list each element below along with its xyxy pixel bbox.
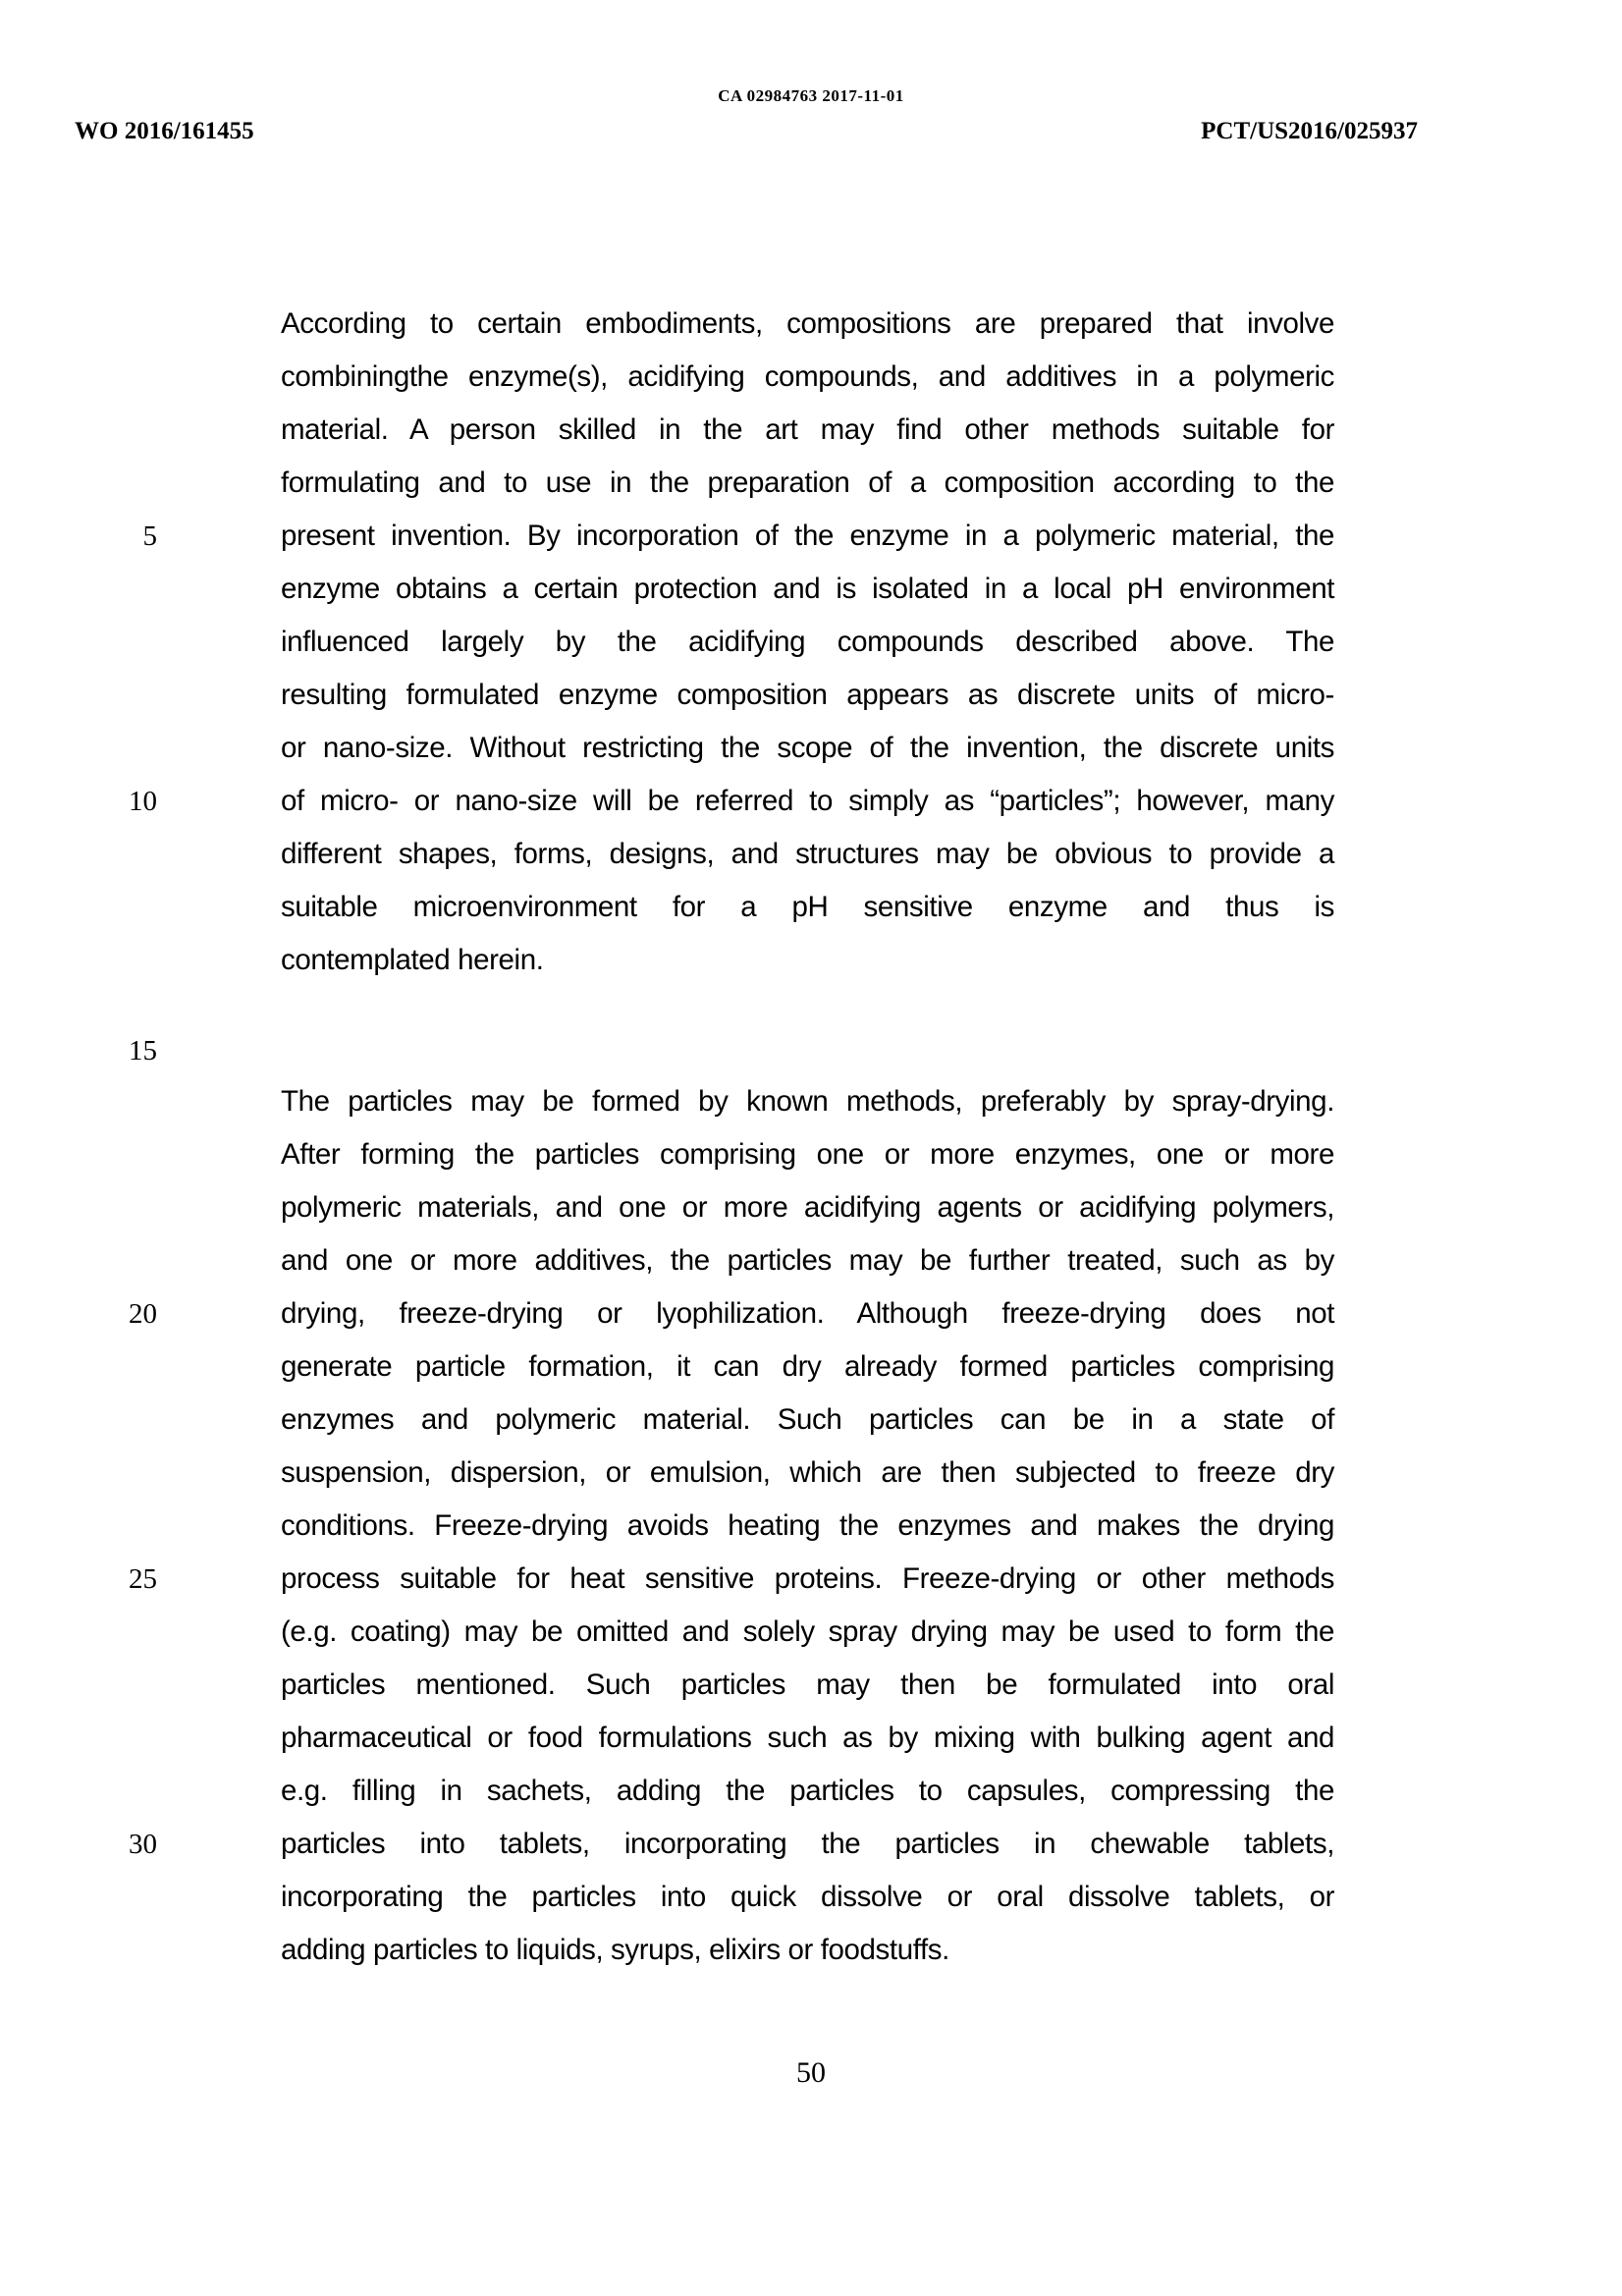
text-line: suspension, dispersion, or emulsion, which are then subjected to freeze dry	[281, 1456, 1334, 1489]
text-line: drying, freeze-drying or lyophilization. Although freeze-drying does not	[281, 1297, 1334, 1330]
text-line: generate particle formation, it can dry already formed particles comprising	[281, 1350, 1334, 1383]
line-number: 25	[129, 1563, 157, 1595]
line-number: 15	[129, 1035, 157, 1066]
text-line: e.g. filling in sachets, adding the particles to capsules, compressing the	[281, 1775, 1334, 1807]
text-line: After forming the particles comprising one or more enzymes, one or more	[281, 1138, 1334, 1171]
text-line: contemplated herein.	[281, 944, 544, 976]
text-line: different shapes, forms, designs, and structures may be obvious to provide a	[281, 838, 1334, 870]
text-line: or nano-size. Without restricting the scope of the invention, the discrete units	[281, 732, 1334, 764]
text-line: particles mentioned. Such particles may then be formulated into oral	[281, 1668, 1334, 1701]
text-line: of micro- or nano-size will be referred to simply as “particles”; however, many	[281, 785, 1334, 817]
line-number: 5	[142, 520, 157, 552]
text-line: The particles may be formed by known methods, preferably by spray-drying.	[281, 1085, 1334, 1118]
line-number: 20	[129, 1298, 157, 1330]
text-line: influenced largely by the acidifying compounds described above. The	[281, 626, 1334, 658]
text-line: material. A person skilled in the art may find other methods suitable for	[281, 413, 1334, 446]
text-line: resulting formulated enzyme composition appears as discrete units of micro-	[281, 679, 1334, 711]
text-line: polymeric materials, and one or more acidifying agents or acidifying polymers,	[281, 1191, 1334, 1224]
text-line: enzyme obtains a certain protection and is isolated in a local pH environment	[281, 573, 1334, 605]
text-line: conditions. Freeze-drying avoids heating the enzymes and makes the drying	[281, 1509, 1334, 1542]
text-line: incorporating the particles into quick dissolve or oral dissolve tablets, or	[281, 1881, 1334, 1913]
text-line: (e.g. coating) may be omitted and solely spray drying may be used to form the	[281, 1615, 1334, 1648]
text-line: process suitable for heat sensitive proteins. Freeze-drying or other methods	[281, 1562, 1334, 1595]
text-line: pharmaceutical or food formulations such as by mixing with bulking agent and	[281, 1722, 1334, 1754]
line-number: 30	[129, 1829, 157, 1860]
application-number: PCT/US2016/025937	[1201, 118, 1418, 144]
header-stamp: CA 02984763 2017-11-01	[718, 86, 904, 105]
text-line: present invention. By incorporation of the enzyme in a polymeric material, the	[281, 519, 1334, 552]
text-line: and one or more additives, the particles may be further treated, such as by	[281, 1244, 1334, 1277]
text-line: According to certain embodiments, compositions are prepared that involve	[281, 307, 1334, 340]
text-line: suitable microenvironment for a pH sensitive enzyme and thus is	[281, 891, 1334, 923]
text-line: combiningthe enzyme(s), acidifying compounds, and additives in a polymeric	[281, 360, 1334, 393]
publication-number: WO 2016/161455	[75, 118, 254, 144]
page-number: 50	[796, 2056, 826, 2089]
text-line: adding particles to liquids, syrups, elixirs or foodstuffs.	[281, 1934, 949, 1966]
text-line: formulating and to use in the preparation of a composition according to the	[281, 466, 1334, 499]
text-line: particles into tablets, incorporating the particles in chewable tablets,	[281, 1828, 1334, 1860]
line-number: 10	[129, 786, 157, 817]
text-line: enzymes and polymeric material. Such particles can be in a state of	[281, 1403, 1334, 1436]
